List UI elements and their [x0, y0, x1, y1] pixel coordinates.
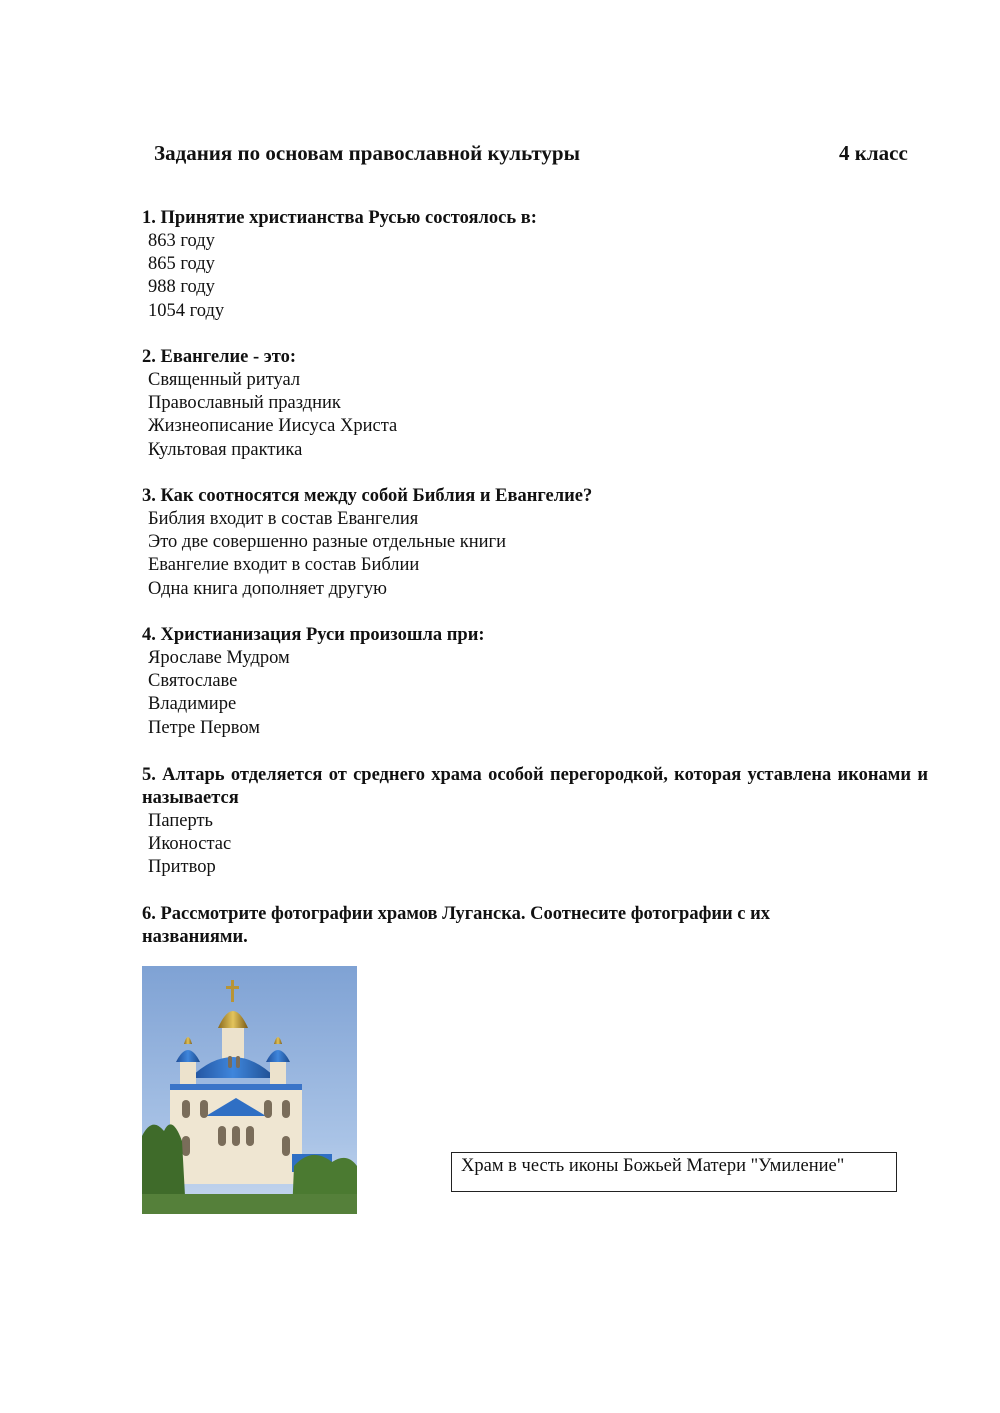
question-4: [142, 624, 928, 740]
answer-option[interactable]: Ярославе Мудром: [148, 648, 290, 668]
answer-option[interactable]: Это две совершенно разные отдельные книги: [148, 532, 507, 553]
answer-option[interactable]: Святославе: [148, 671, 238, 692]
answer-option[interactable]: Петре Первом: [148, 717, 261, 738]
answer-option[interactable]: 1054 году: [148, 300, 225, 321]
church-photo[interactable]: [142, 966, 357, 1214]
answer-option[interactable]: Жизнеописание Иисуса Христа: [148, 416, 398, 437]
question-1: [142, 207, 928, 323]
question-3: [142, 485, 928, 601]
answer-options: [142, 508, 928, 601]
question-text: 1. Принятие христианства Русью состоялось в:: [142, 208, 537, 228]
question-text: 6. Рассмотрите фотографии храмов Луганска. Соотнесите фотографии с их названиями.: [142, 904, 771, 947]
answer-options: [142, 369, 928, 462]
answer-options: [142, 230, 928, 323]
question-text: 4. Христианизация Руси произошла при:: [142, 625, 485, 645]
answer-option[interactable]: Владимире: [148, 694, 237, 715]
church-name-label[interactable]: Храм в честь иконы Божьей Матери "Умиление": [451, 1152, 897, 1192]
answer-option[interactable]: Священный ритуал: [148, 370, 301, 390]
answer-option[interactable]: Одна книга дополняет другую: [148, 578, 387, 599]
answer-option[interactable]: Иконостас: [148, 834, 232, 855]
question-text: 2. Евангелие - это:: [142, 347, 297, 367]
answer-option[interactable]: Евангелие входит в состав Библии: [148, 555, 420, 576]
answer-option[interactable]: 988 году: [148, 277, 215, 298]
page-title: Задания по основам православной культуры: [154, 141, 581, 165]
church-illustration: [142, 966, 357, 1214]
question-6: [142, 903, 842, 949]
answer-option[interactable]: Притвор: [148, 857, 216, 878]
answer-options: [142, 647, 928, 740]
question-text: 5. Алтарь отделяется от среднего храма особой перегородкой, которая уставлена иконами и называется: [142, 765, 928, 808]
answer-option[interactable]: 863 году: [148, 231, 215, 251]
question-2: [142, 346, 928, 462]
grade-label: 4 класс: [839, 141, 908, 165]
answer-option[interactable]: Паперть: [148, 811, 213, 831]
answer-option[interactable]: Православный праздник: [148, 393, 341, 414]
question-5: [142, 764, 928, 880]
answer-option[interactable]: 865 году: [148, 254, 215, 275]
question-text: 3. Как соотносятся между собой Библия и Евангелие?: [142, 486, 593, 506]
answer-option[interactable]: Библия входит в состав Евангелия: [148, 509, 419, 529]
answer-option[interactable]: Культовая практика: [148, 439, 303, 460]
answer-options: [142, 810, 928, 880]
